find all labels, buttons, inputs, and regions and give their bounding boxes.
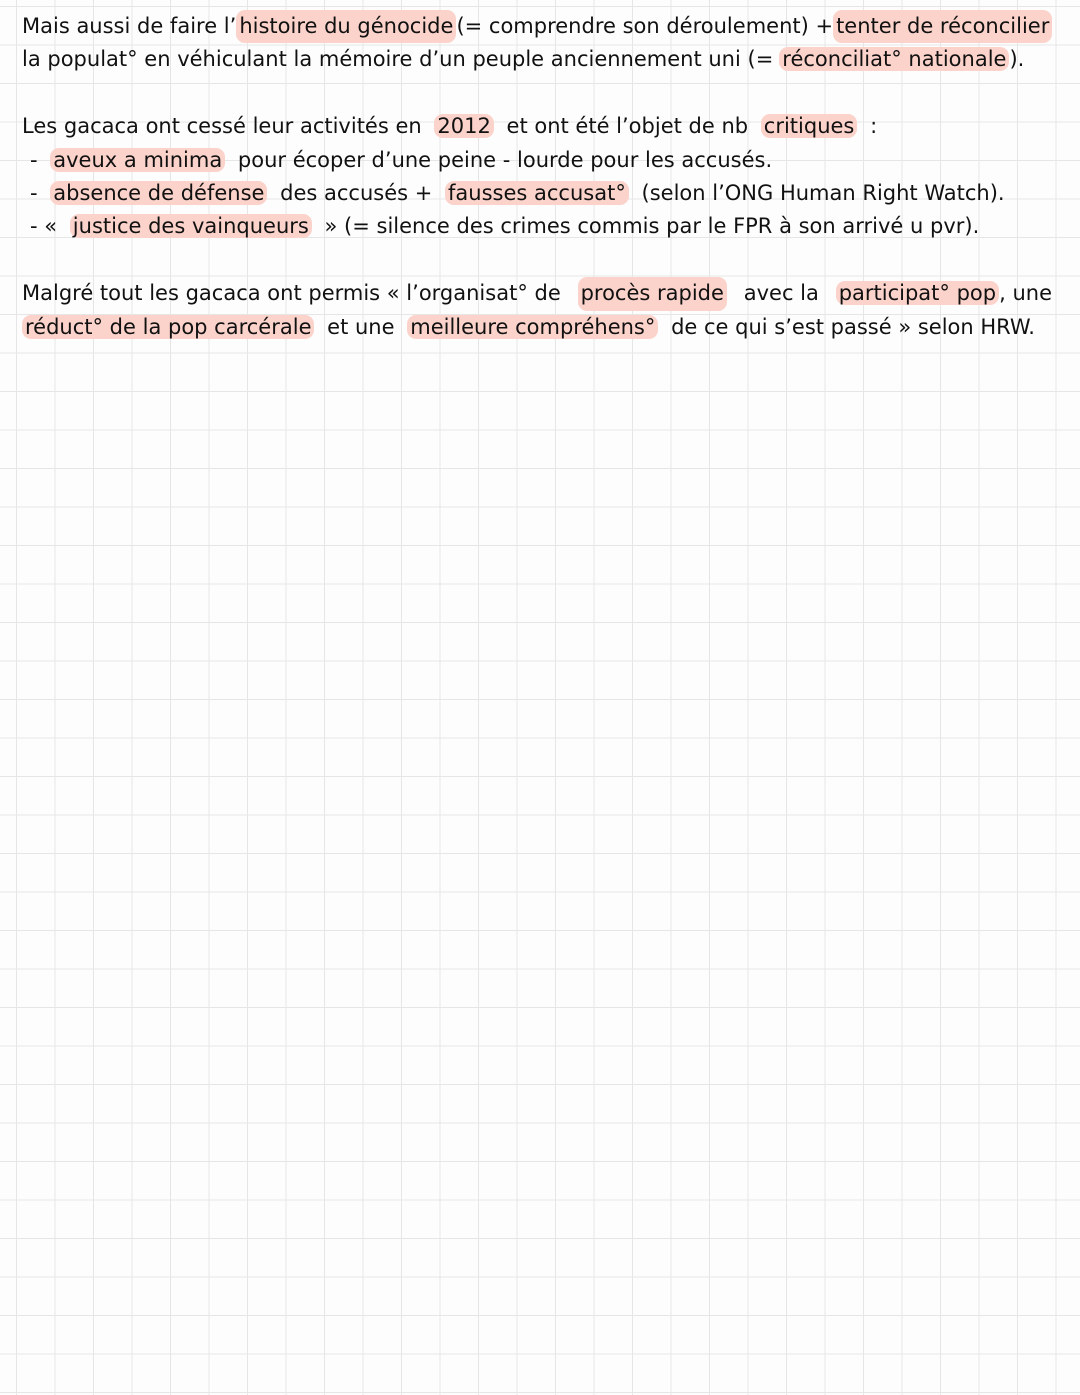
list-item [22,144,1052,177]
text-segment: et une [327,314,395,339]
handwritten-note [22,10,1052,377]
highlight-absence-de-defense: absence de défense [50,181,267,205]
highlight-fausses-accusations: fausses accusat° [445,181,629,205]
highlight-2012: 2012 [434,114,493,138]
highlight-critiques: critiques [761,114,858,138]
highlight-aveux-a-minima: aveux a minima [50,148,225,172]
text-segment: pour écoper d’une peine - lourde pour les accusés. [237,147,773,172]
paragraph1-line1 [22,10,1052,43]
list-item [22,177,1052,210]
text-segment: (= comprendre son déroulement) + [456,14,834,38]
text-segment: Les gacaca ont cessé leur activités en [22,114,422,139]
highlight-reconciliation-nationale: réconciliat° nationale [779,47,1009,71]
highlight-meilleure-comprehension: meilleure compréhens° [407,315,658,339]
highlight-proces-rapide: procès rapide [578,277,727,310]
paragraph-genocide-history [22,10,1052,77]
bullet-dash: - [30,147,38,172]
highlight-reduction-pop-carcerale: réduct° de la pop carcérale [22,315,314,339]
text-segment: » (= silence des crimes commis par le FPR à son arrivé u pvr). [324,214,980,239]
paragraph1-line2 [22,43,1052,76]
paragraph-bilan-hrw [22,277,1052,344]
text-segment: et ont été l’objet de nb [506,114,749,139]
highlight-histoire-du-genocide: histoire du génocide [236,10,456,43]
list-item [22,210,1052,243]
paragraph-critiques [22,110,1052,244]
text-segment: des accusés + [280,181,433,206]
text-segment: , une [999,281,1052,306]
highlight-justice-des-vainqueurs: justice des vainqueurs [70,214,312,238]
text-segment: Mais aussi de faire l’ [22,14,237,38]
text-segment: : [870,114,878,139]
paragraph2-intro [22,110,1052,143]
text-segment: avec la [743,281,819,306]
paragraph3-line2 [22,311,1052,344]
text-segment: Malgré tout les gacaca ont permis « l’organisat° de [22,281,561,306]
text-segment: de ce qui s’est passé » selon HRW. [671,314,1035,339]
highlight-tenter-de-reconcilier: tenter de réconcilier [833,10,1052,43]
text-segment: ). [1009,47,1025,72]
text-segment: (selon l’ONG Human Right Watch). [641,181,1005,206]
participation-group [836,277,1052,310]
paragraph3-line1 [22,277,1052,310]
text-segment: la populat° en véhiculant la mémoire d’un peuple anciennement uni (= [22,47,774,72]
highlight-participation-pop: participat° pop [836,281,999,305]
bullet-dash: - [30,181,38,206]
bullet-dash: - « [30,214,58,239]
